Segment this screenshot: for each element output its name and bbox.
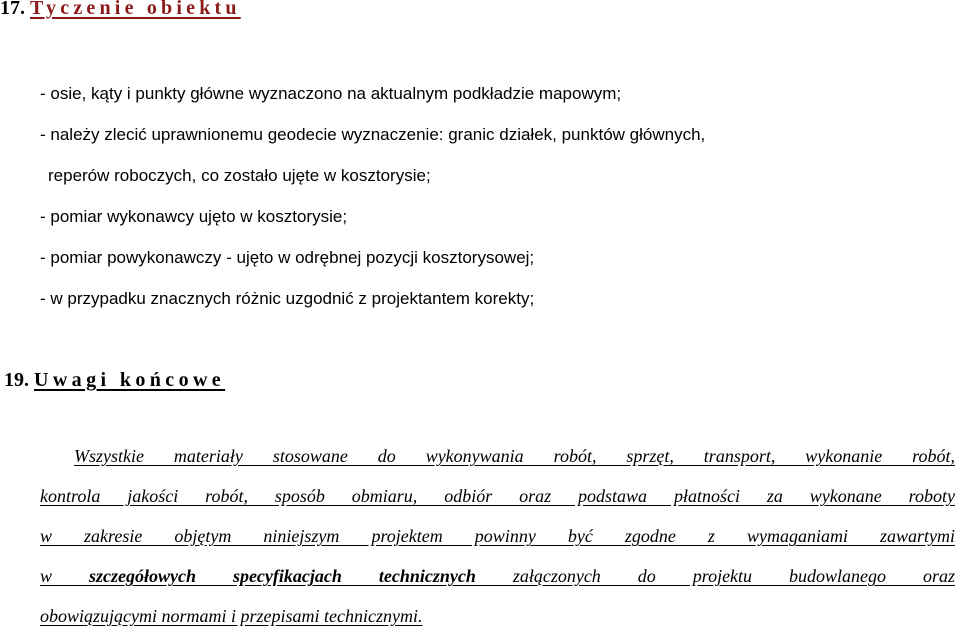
list-item: reperów roboczych, co zostało ujęte w kosztorysie; — [48, 166, 431, 185]
section-19-heading — [4, 369, 225, 392]
list-item: - pomiar powykonawczy - ujęto w odrębnej pozycji kosztorysowej; — [40, 248, 535, 267]
section-title: Uwagi końcowe — [34, 369, 226, 391]
paragraph-line: obowiązującymi normami i przepisami technicznymi. — [40, 606, 423, 626]
paragraph-line: kontrola jakości robót, sposób obmiaru, odbiór oraz podstawa płatności za wykonane roboty — [40, 486, 955, 506]
paragraph-line: Wszystkie materiały stosowane do wykonywania robót, sprzęt, transport, wykonanie robót, — [74, 446, 955, 466]
specifications-reference: szczegółowych specyfikacjach technicznych — [88, 566, 476, 586]
closing-remarks-paragraph — [40, 436, 955, 636]
list-item: - w przypadku znacznych różnic uzgodnić z projektantem korekty; — [40, 289, 535, 308]
section-number: 17. — [0, 0, 25, 19]
paragraph-line-suffix: załączonych do projektu budowlanego oraz — [475, 566, 955, 586]
list-item: - należy zlecić uprawnionemu geodecie wyznaczenie: granic działek, punktów głównych, — [40, 125, 706, 144]
paragraph-line — [40, 556, 955, 596]
paragraph-line-prefix: w — [40, 566, 89, 586]
list-item: - osie, kąty i punkty główne wyznaczono na aktualnym podkładzie mapowym; — [40, 84, 622, 103]
paragraph-line: w zakresie objętym niniejszym projektem powinny być zgodne z wymaganiami zawartymi — [40, 526, 955, 546]
list-item: - pomiar wykonawcy ujęto w kosztorysie; — [40, 207, 348, 226]
section-number: 19. — [4, 369, 29, 391]
section-title: Tyczenie obiektu — [30, 0, 241, 19]
section-17-heading — [0, 0, 241, 20]
